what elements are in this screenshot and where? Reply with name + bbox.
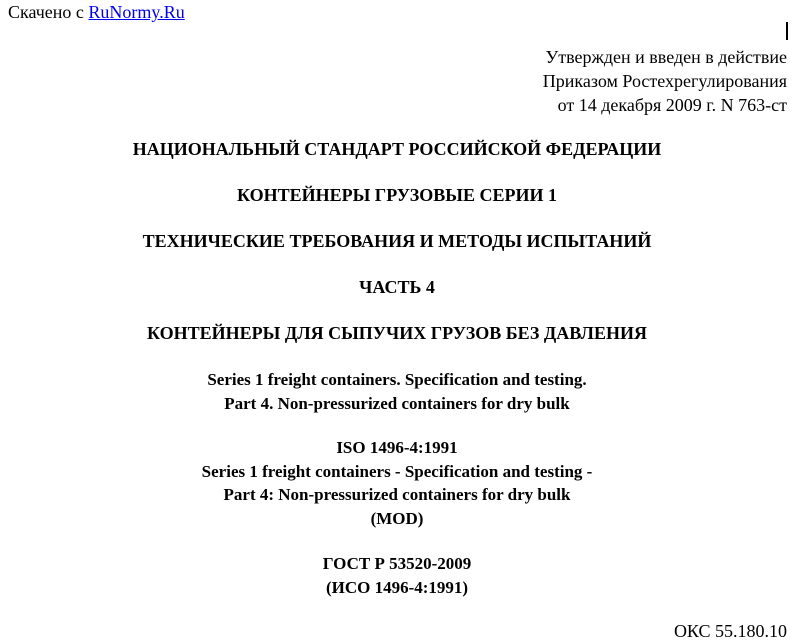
approval-line-2: Приказом Ростехрегулирования [542,71,787,91]
english-title-line-1: Series 1 freight containers. Specification and testing. [207,370,587,389]
iso-title-line-1: Series 1 freight containers - Specification and testing - [201,461,593,481]
containers-heading: КОНТЕЙНЕРЫ ГРУЗОВЫЕ СЕРИИ 1 [237,185,557,205]
gost-code: ГОСТ Р 53520-2009 [322,554,472,573]
source-line [8,1,185,23]
approval-line-3: от 14 декабря 2009 г. N 763-ст [557,95,787,115]
subtitle-heading: КОНТЕЙНЕРЫ ДЛЯ СЫПУЧИХ ГРУЗОВ БЕЗ ДАВЛЕНИЯ [147,323,647,343]
runormy-link[interactable]: RuNormy.Ru [88,2,185,22]
english-title-line-2: Part 4. Non-pressurized containers for dry bulk [224,393,570,413]
approval-block [543,45,787,117]
approval-line-1: Утвержден и введен в действие [545,47,787,67]
part-heading: ЧАСТЬ 4 [359,277,435,297]
requirements-heading: ТЕХНИЧЕСКИЕ ТРЕБОВАНИЯ И МЕТОДЫ ИСПЫТАНИЙ [142,231,652,251]
iso-code: ISO 1496-4:1991 [336,438,458,457]
gost-iso: (ИСО 1496-4:1991) [325,577,469,597]
source-prefix: Скачено с [8,2,89,22]
iso-mod: (MOD) [370,508,424,528]
gost-block [0,552,794,599]
iso-title-line-2: Part 4: Non-pressurized containers for dry bulk [223,485,571,504]
national-standard-heading: НАЦИОНАЛЬНЫЙ СТАНДАРТ РОССИЙСКОЙ ФЕДЕРАЦИИ [132,139,662,159]
text-cursor [786,22,788,40]
iso-reference-block [0,436,794,530]
oks-code: ОКС 55.180.10 [673,621,787,641]
english-title-block [0,368,794,415]
